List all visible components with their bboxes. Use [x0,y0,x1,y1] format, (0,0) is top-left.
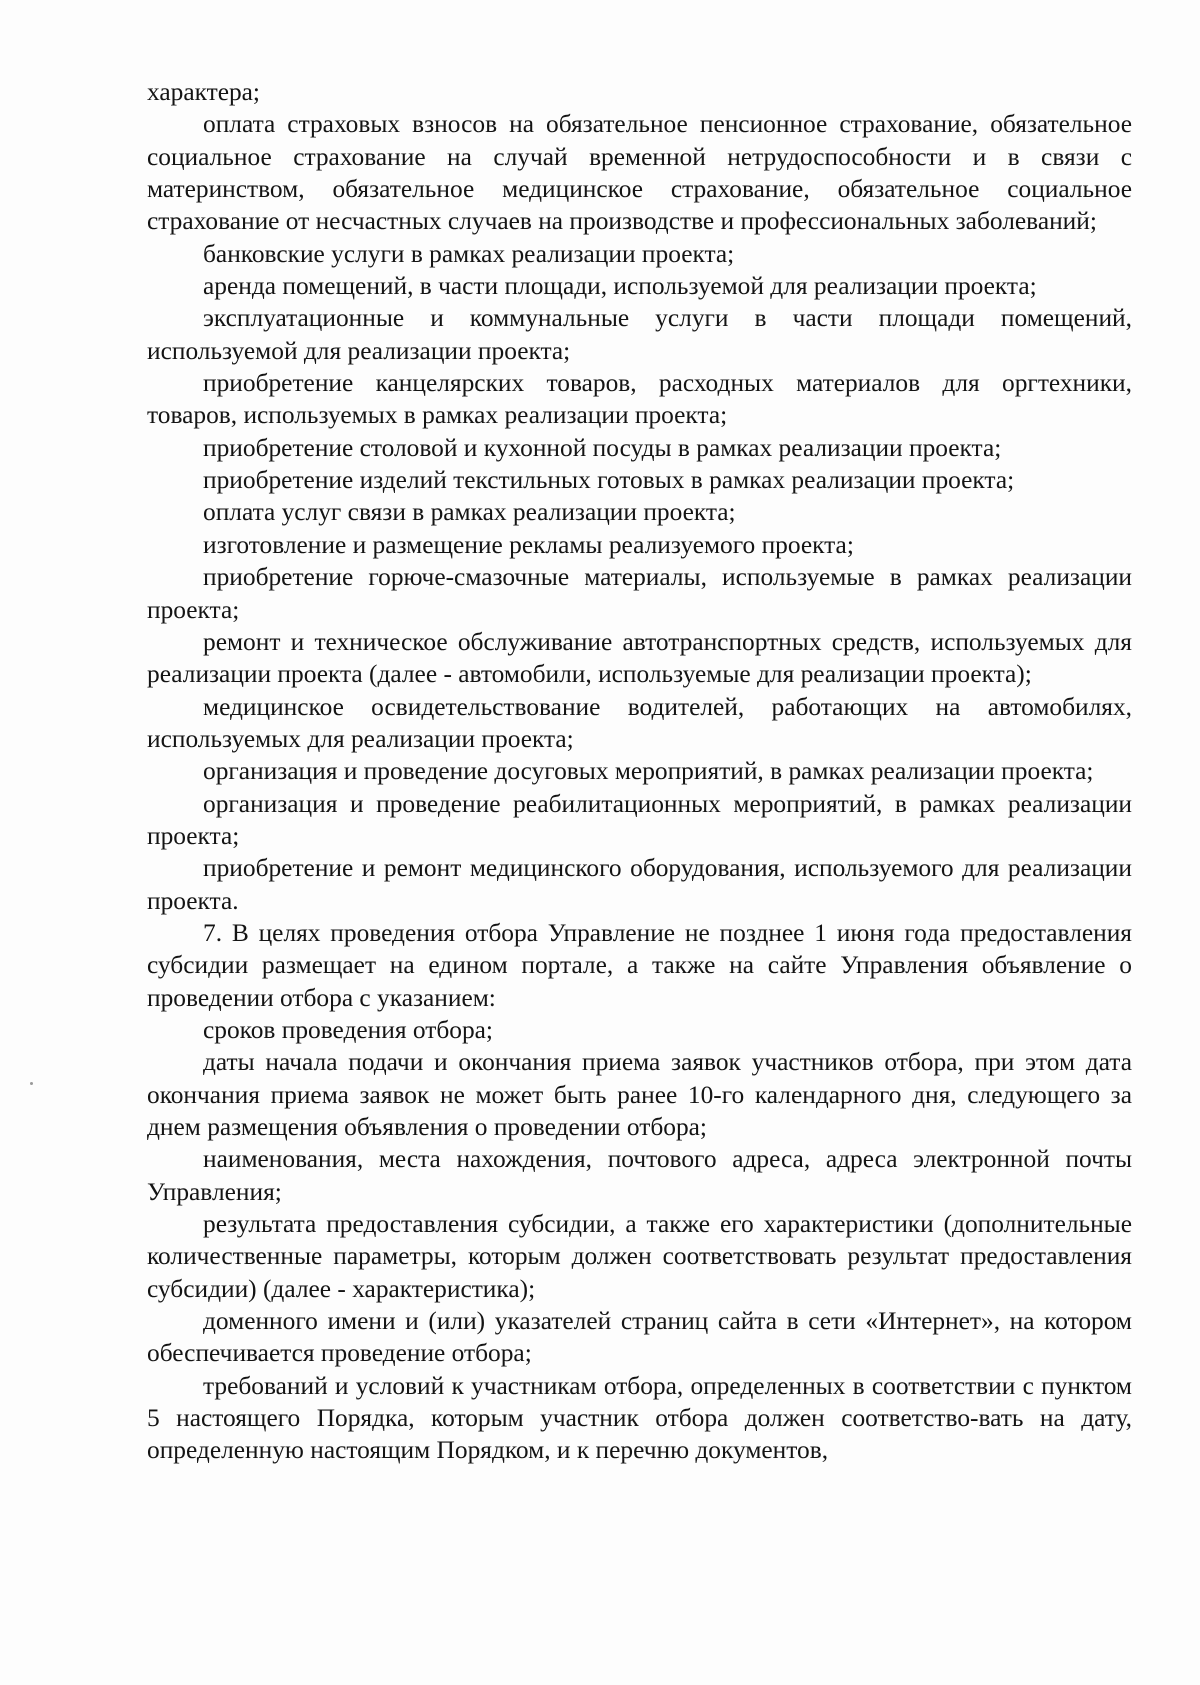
paragraph-insurance-contributions: оплата страховых взносов на обязательное пенсионное страхование, обязательное социальное страхование на случай временной нетрудоспособности и в связи с материнством, обязательное медицинское страхование, обязательное социальное страхование от несчастных случаев на производстве и профессиональных заболеваний; [147,110,1132,236]
paragraph-fuel-lubricants: приобретение горюче-смазочные материалы, используемые в рамках реализации проекта; [147,563,1132,624]
paragraph-textiles: приобретение изделий текстильных готовых в рамках реализации проекта; [203,466,1015,495]
paragraph-selection-dates: сроков проведения отбора; [203,1015,493,1044]
paragraph-office-supplies: приобретение канцелярских товаров, расходных материалов для оргтехники, товаров, используемых в рамках реализации проекта; [147,369,1132,430]
paragraph-communication-services: оплата услуг связи в рамках реализации проекта; [203,498,736,527]
paragraph-application-dates: даты начала подачи и окончания приема заявок участников отбора, при этом дата окончания приема заявок не может быть ранее 10-го календарного дня, следующего за днем размещения объявления о проведении отбора; [147,1048,1132,1141]
paragraph-banking-services: банковские услуги в рамках реализации проекта; [203,239,735,268]
paragraph-advertising: изготовление и размещение рекламы реализуемого проекта; [203,530,854,559]
paragraph-department-address: наименования, места нахождения, почтового адреса, адреса электронной почты Управления; [147,1145,1132,1206]
scan-speck [30,1082,33,1085]
paragraph-vehicle-maintenance: ремонт и техническое обслуживание автотранспортных средств, используемых для реализации проекта (далее - автомобили, используемые для реализации проекта); [147,627,1132,689]
paragraph-domain-name: доменного имени и (или) указателей страниц сайта в сети «Интернет», на котором обеспечивается проведение отбора; [147,1307,1132,1368]
paragraph-driver-medical-exam: медицинское освидетельствование водителей, работающих на автомобилях, используемых для реализации проекта; [147,692,1132,753]
document-body [147,76,1132,1467]
paragraph-premises-rent: аренда помещений, в части площади, используемой для реализации проекта; [203,272,1037,301]
paragraph-section-7: 7. В целях проведения отбора Управление не позднее 1 июня года предоставления субсидии размещает на едином портале, а также на сайте Управления объявление о проведении отбора с указанием: [147,918,1132,1012]
paragraph-leisure-events: организация и проведение досуговых мероприятий, в рамках реализации проекта; [203,757,1094,786]
paragraph-subsidy-result: результата предоставления субсидии, а также его характеристики (дополнительные количественные параметры, которым должен соответствовать результат предоставления субсидии) (далее - характеристика); [147,1210,1132,1303]
paragraph-utilities: эксплуатационные и коммунальные услуги в части площади помещений, используемой для реализации проекта; [147,304,1132,365]
paragraph-rehabilitation-events: организация и проведение реабилитационных мероприятий, в рамках реализации проекта; [147,789,1132,850]
paragraph-medical-equipment: приобретение и ремонт медицинского оборудования, используемого для реализации проекта. [147,854,1132,915]
paragraph-tableware: приобретение столовой и кухонной посуды в рамках реализации проекта; [203,433,1002,462]
paragraph-participant-requirements: требований и условий к участникам отбора, определенных в соответствии с пунктом 5 настоящего Порядка, которым участник отбора должен соответство-вать на дату, определенную настоящим Порядком, и к перечню документов, [147,1371,1132,1465]
paragraph-continuation: характера; [147,78,260,106]
